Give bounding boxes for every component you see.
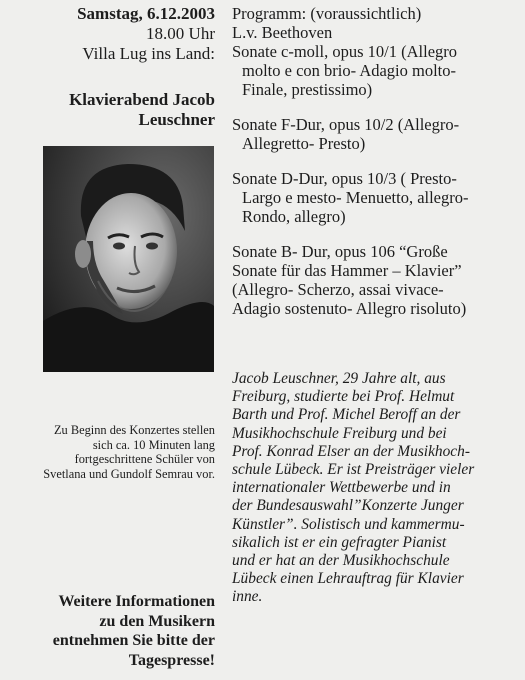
bio-line: der Bundesauswahl”Konzerte Junger <box>232 497 464 515</box>
note-line: Svetlana und Gundolf Semrau vor. <box>43 466 215 481</box>
event-venue: Villa Lug ins Land: <box>82 44 215 63</box>
note-line: Zu Beginn des Konzertes stellen <box>53 423 215 437</box>
bio-line: Musikhochschule Freiburg und bei <box>232 424 447 442</box>
sonata-line: Adagio sostenuto- Allegro risoluto) <box>232 299 467 318</box>
concert-title <box>0 90 215 130</box>
sonata-line: Sonate für das Hammer – Klavier” <box>232 261 462 280</box>
event-time: 18.00 Uhr <box>146 24 215 43</box>
event-info <box>0 4 215 130</box>
bio-line: inne. <box>232 588 263 606</box>
sonata-line: Sonate c-moll, opus 10/1 (Allegro <box>232 42 458 61</box>
sonata-line: molto e con brio- Adagio molto- <box>242 61 457 80</box>
sonata-line: Rondo, allegro) <box>242 207 346 226</box>
sonata-line: Sonate B- Dur, opus 106 “Große <box>232 242 448 261</box>
sonata-line: Sonate F-Dur, opus 10/2 (Allegro- <box>232 115 460 134</box>
sonata-entry <box>232 242 522 318</box>
sonata-line: Allegretto- Presto) <box>242 134 366 153</box>
more-info-line: entnehmen Sie bitte der <box>52 632 215 649</box>
note-line: fortgeschrittene Schüler von <box>74 452 215 466</box>
sonata-entry <box>232 115 522 153</box>
program-heading: Programm: (voraussichtlich) <box>232 4 422 23</box>
bio-line: und er hat an der Musikhochschule <box>232 552 450 570</box>
sonata-line: Finale, prestissimo) <box>242 80 373 99</box>
concert-title-line: Leuschner <box>138 110 215 129</box>
bio-line: sikalich ist er ein gefragter Pianist <box>232 533 447 551</box>
bio-line: Prof. Konrad Elser an der Musikhoch- <box>232 442 470 460</box>
bio-line: Lübeck einen Lehrauftrag für Klavier <box>232 570 464 588</box>
more-info-line: zu den Musikern <box>99 612 215 630</box>
bio-line: internationaler Wettbewerbe und in <box>232 479 451 497</box>
sonata-line: (Allegro- Scherzo, assai vivace- <box>232 280 444 299</box>
student-performance-note <box>0 423 215 481</box>
bio-line: Barth und Prof. Michel Beroff an der <box>232 406 461 424</box>
event-date: Samstag, 6.12.2003 <box>77 4 215 23</box>
bio-line: Jacob Leuschner, 29 Jahre alt, aus <box>232 370 446 387</box>
bio-line: Freiburg, studierte bei Prof. Helmut <box>232 388 455 406</box>
bio-line: Künstler”. Solistisch und kammermu- <box>232 515 465 533</box>
program-section <box>232 4 522 318</box>
sonata-entry <box>232 169 522 226</box>
more-info-text <box>0 592 215 670</box>
more-info-line: Weitere Informationen <box>58 593 215 610</box>
composer: L.v. Beethoven <box>232 23 333 42</box>
concert-title-line: Klavierabend Jacob <box>69 90 215 109</box>
more-info-line: Tagespresse! <box>128 651 215 669</box>
note-line: sich ca. 10 Minuten lang <box>92 437 215 452</box>
sonata-line: Sonate D-Dur, opus 10/3 ( Presto- <box>232 169 457 188</box>
pianist-portrait-photo <box>43 146 214 372</box>
portrait-illustration <box>43 146 214 372</box>
sonata-entry <box>232 42 522 99</box>
pianist-biography <box>232 370 524 607</box>
bio-line: schule Lübeck. Er ist Preisträger vieler <box>232 461 475 479</box>
sonata-line: Largo e mesto- Menuetto, allegro- <box>242 188 469 207</box>
